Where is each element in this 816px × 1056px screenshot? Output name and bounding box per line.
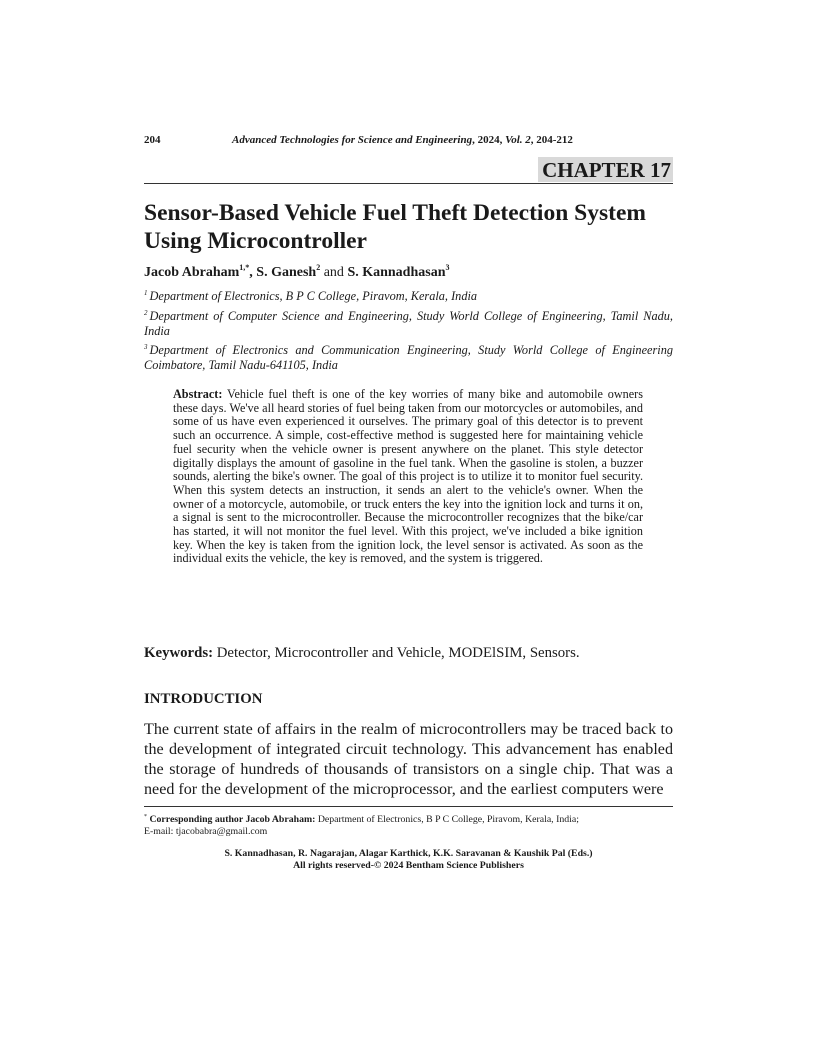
author-name: S. Ganesh: [256, 265, 317, 280]
page-number: 204: [144, 134, 161, 146]
journal-pages: , 204-212: [530, 134, 573, 146]
journal-year: , 2024,: [472, 134, 506, 146]
footnote: [144, 811, 673, 838]
journal-name: Advanced Technologies for Science and Engineering: [232, 134, 473, 146]
section-heading: INTRODUCTION: [144, 691, 263, 707]
affiliation-text: Department of Electronics and Communication Engineering, Study World College of Engineering Coimbatore, Tamil Nadu-641105, India: [144, 343, 673, 372]
affiliation: [144, 306, 673, 339]
footnote-line: [144, 811, 673, 826]
paper-page: [144, 0, 673, 1056]
affiliation-number: 2: [144, 309, 148, 317]
keywords: [144, 645, 580, 662]
footnote-mark: *: [144, 814, 147, 820]
footnote-email: E-mail: tjacobabra@gmail.com: [144, 826, 268, 837]
affiliation-text: Department of Computer Science and Engineering, Study World College of Engineering, Tamil Nadu, India: [144, 309, 673, 338]
keywords-text: Detector, Microcontroller and Vehicle, MODElSIM, Sensors.: [213, 645, 580, 661]
chapter-label: CHAPTER 17: [538, 157, 673, 182]
intro-paragraph: The current state of affairs in the realm of microcontrollers may be traced back to the development of integrated circuit technology. This advancement has enabled the storage of hundreds of thousands of transistors on a single chip. That was a need for the development of the microprocessor, and the earliest computers were: [144, 721, 673, 798]
abstract-text: Vehicle fuel theft is one of the key worries of many bike and automobile owners these days. We've all heard stories of fuel being taken from our motorcycles or automobiles, and some of us have even experienced it ourselves. The primary goal of this detector is to prevent such an occurrence. A simple, cost-effective method is suggested here for maintaining vehicle fuel security when the vehicle owner is present anywhere on the planet. This style detector digitally displays the amount of gasoline in the fuel tank. When the gasoline is stolen, a buzzer sounds, alerting the bike's owner. The goal of this project is to utilize it to monitor fuel security. When this system detects an instruction, it sends an alert to the vehicle's owner. When the owner of a motorcycle, automobile, or truck enters the key into the ignition lock and turns it on, a signal is sent to the microcontroller. Because the microcontroller recognizes that the bike/car has started, it will not monitor the fuel level. With this project, we've included a bike ignition key. When the key is taken from the ignition lock, the level sensor is activated. As soon as the individual exits the vehicle, the key is removed, and the system is triggered.: [173, 387, 643, 566]
author-separator: ,: [249, 265, 257, 280]
footnote-text: Department of Electronics, B P C College, Piravom, Kerala, India;: [315, 814, 579, 825]
affiliation-text: Department of Electronics, B P C College, Piravom, Kerala, India: [149, 289, 478, 303]
author-list: [144, 263, 450, 281]
author-affiliation-mark: 1,*: [239, 263, 250, 272]
affiliation: [144, 340, 673, 373]
author-affiliation-mark: 3: [445, 263, 450, 272]
affiliation-number: 3: [144, 343, 148, 351]
author-name: S. Kannadhasan: [347, 265, 446, 280]
author-separator: and: [320, 265, 348, 280]
publisher-credits: [144, 848, 673, 872]
abstract: [173, 388, 643, 566]
footnote-divider: [144, 806, 673, 807]
keywords-label: Keywords:: [144, 645, 214, 661]
editors-line: S. Kannadhasan, R. Nagarajan, Alagar Karthick, K.K. Saravanan & Kaushik Pal (Eds.): [224, 848, 593, 859]
abstract-label: Abstract:: [173, 387, 223, 401]
author-name: Jacob Abraham: [144, 265, 240, 280]
journal-volume: Vol. 2: [505, 134, 531, 146]
journal-citation: [232, 134, 573, 146]
affiliation-number: 1: [144, 289, 148, 297]
affiliation: [144, 286, 673, 304]
footnote-label: Corresponding author Jacob Abraham:: [149, 814, 316, 825]
paper-title: Sensor-Based Vehicle Fuel Theft Detection System Using Microcontroller: [144, 200, 646, 254]
chapter-banner: [144, 157, 673, 184]
author-affiliation-mark: 2: [316, 263, 321, 272]
rights-line: All rights reserved-© 2024 Bentham Science Publishers: [293, 860, 524, 871]
